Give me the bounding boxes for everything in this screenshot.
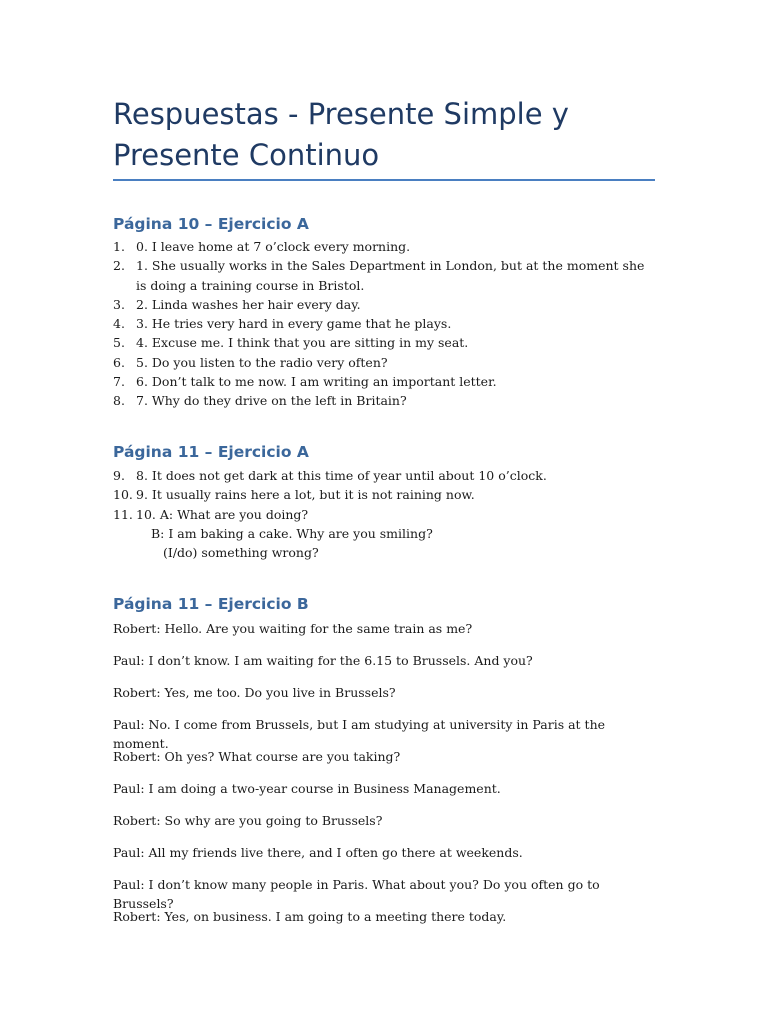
item-text-line3: (I/do) something wrong?	[163, 545, 319, 561]
list-item	[113, 333, 658, 352]
list-item	[113, 505, 658, 563]
item-text: 4. Excuse me. I think that you are sitting in my seat.	[136, 335, 469, 351]
item-number: 3.	[113, 296, 125, 312]
list-item	[113, 466, 658, 485]
item-number: 2.	[113, 258, 125, 274]
item-number: 8.	[113, 393, 125, 409]
dialog-block	[113, 619, 658, 939]
item-number: 4.	[113, 316, 125, 332]
answer-list-p10-a	[113, 237, 658, 411]
item-number: 11.	[113, 506, 133, 522]
section-heading-p11-a: Página 11 – Ejercicio A	[113, 443, 309, 461]
item-text: 7. Why do they drive on the left in Britain?	[136, 393, 407, 409]
item-text: 5. Do you listen to the radio very often?	[136, 354, 388, 370]
dialog-line: Paul: No. I come from Brussels, but I am studying at university in Paris at the moment.	[113, 717, 606, 751]
title-underline	[113, 179, 655, 181]
item-text: 1. She usually works in the Sales Department in London, but at the moment she is doing a training course in Bristol.	[136, 258, 645, 293]
section-heading-p10-a: Página 10 – Ejercicio A	[113, 215, 309, 233]
item-text: 8. It does not get dark at this time of year until about 10 o’clock.	[136, 468, 547, 483]
item-number: 6.	[113, 354, 125, 370]
dialog-line: Robert: So why are you going to Brussels?	[113, 813, 383, 828]
dialog-line: Paul: I don’t know many people in Paris. What about you? Do you often go to Brussels?	[113, 877, 600, 911]
item-number: 10.	[113, 487, 133, 503]
dialog-line: Paul: I am doing a two-year course in Business Management.	[113, 781, 501, 796]
item-text-line2: B: I am baking a cake. Why are you smiling?	[151, 525, 433, 541]
item-text: 2. Linda washes her hair every day.	[136, 296, 361, 312]
list-item	[113, 256, 658, 295]
item-number: 1.	[113, 239, 125, 254]
item-text: 3. He tries very hard in every game that he plays.	[136, 316, 452, 332]
list-item	[113, 295, 658, 314]
document-title: Respuestas - Presente Simple y Presente Continuo	[113, 97, 569, 172]
section-heading-p11-b: Página 11 – Ejercicio B	[113, 595, 309, 613]
dialog-line: Robert: Yes, on business. I am going to a meeting there today.	[113, 909, 507, 924]
dialog-line: Paul: All my friends live there, and I often go there at weekends.	[113, 845, 523, 860]
dialog-line: Robert: Oh yes? What course are you taking?	[113, 749, 401, 764]
dialog-line: Paul: I don’t know. I am waiting for the 6.15 to Brussels. And you?	[113, 653, 533, 668]
list-item	[113, 485, 658, 504]
item-number: 9.	[113, 468, 125, 483]
item-text: 10. A: What are you doing?	[136, 506, 309, 522]
list-item	[113, 314, 658, 333]
item-text: 0. I leave home at 7 o’clock every morning.	[136, 239, 411, 254]
item-number: 7.	[113, 374, 125, 390]
item-text: 6. Don’t talk to me now. I am writing an important letter.	[136, 374, 497, 390]
item-number: 5.	[113, 335, 125, 351]
dialog-line: Robert: Hello. Are you waiting for the same train as me?	[113, 621, 473, 636]
list-item	[113, 391, 658, 410]
item-text: 9. It usually rains here a lot, but it is not raining now.	[136, 487, 475, 503]
list-item	[113, 237, 658, 256]
dialog-line: Robert: Yes, me too. Do you live in Brussels?	[113, 685, 396, 700]
list-item	[113, 372, 658, 391]
answer-list-p11-a	[113, 466, 658, 562]
list-item	[113, 353, 658, 372]
